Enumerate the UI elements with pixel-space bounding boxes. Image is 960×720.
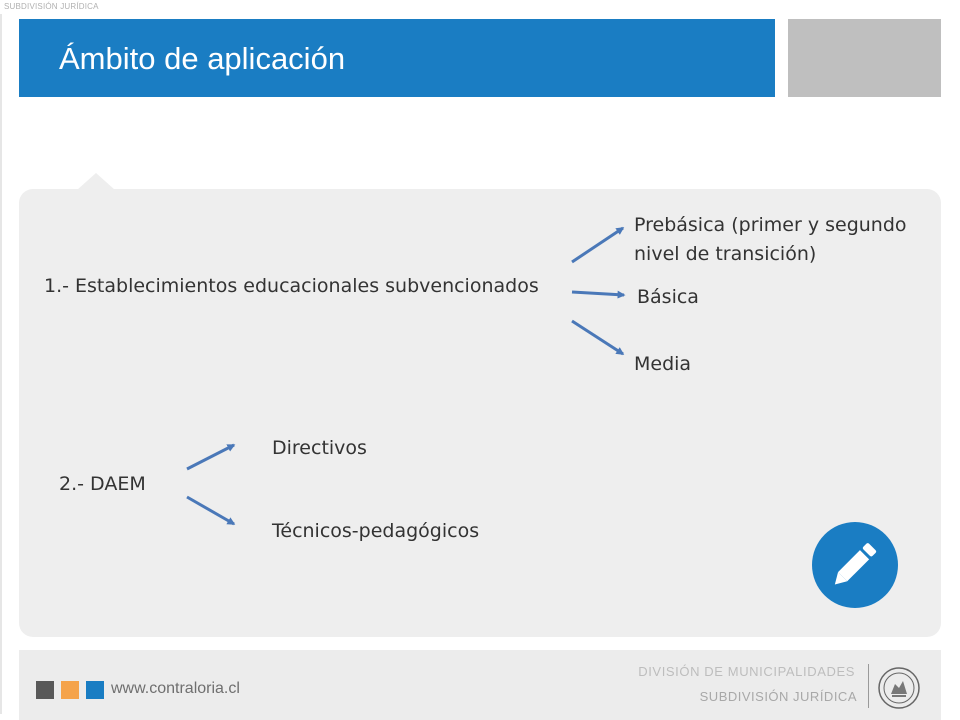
arrow-to-prebasica	[572, 228, 623, 262]
seal-icon	[877, 666, 921, 710]
website-link[interactable]: www.contraloria.cl	[111, 680, 240, 697]
branch-tecnicos: Técnicos-pedagógicos	[272, 520, 480, 542]
footer-square-grey	[36, 681, 54, 699]
footer-square-orange	[61, 681, 79, 699]
pencil-icon	[812, 522, 898, 608]
arrow-to-media	[572, 321, 623, 354]
top-section-label: SUBDIVISIÓN JURÍDICA	[4, 2, 99, 11]
item-2-label: 2.- DAEM	[59, 473, 146, 495]
branch-basica: Básica	[637, 286, 699, 308]
subdivision-name: SUBDIVISIÓN JURÍDICA	[699, 689, 857, 704]
arrow-to-tecnicos	[187, 497, 234, 524]
branch-media: Media	[634, 353, 692, 375]
footer-bar	[19, 650, 941, 720]
item-1-label: 1.- Establecimientos educacionales subvencionados	[44, 275, 539, 297]
arrow-to-basica	[572, 292, 624, 295]
footer-square-blue	[86, 681, 104, 699]
edit-badge[interactable]	[812, 522, 898, 608]
arrow-to-directivos	[187, 445, 234, 469]
slide-title: Ámbito de aplicación	[59, 41, 346, 76]
division-name: DIVISIÓN DE MUNICIPALIDADES	[638, 664, 855, 679]
footer-divider	[868, 664, 869, 708]
branch-prebasica: Prebásica (primer y segundo nivel de transición)	[634, 214, 907, 265]
branch-directivos: Directivos	[272, 437, 367, 459]
